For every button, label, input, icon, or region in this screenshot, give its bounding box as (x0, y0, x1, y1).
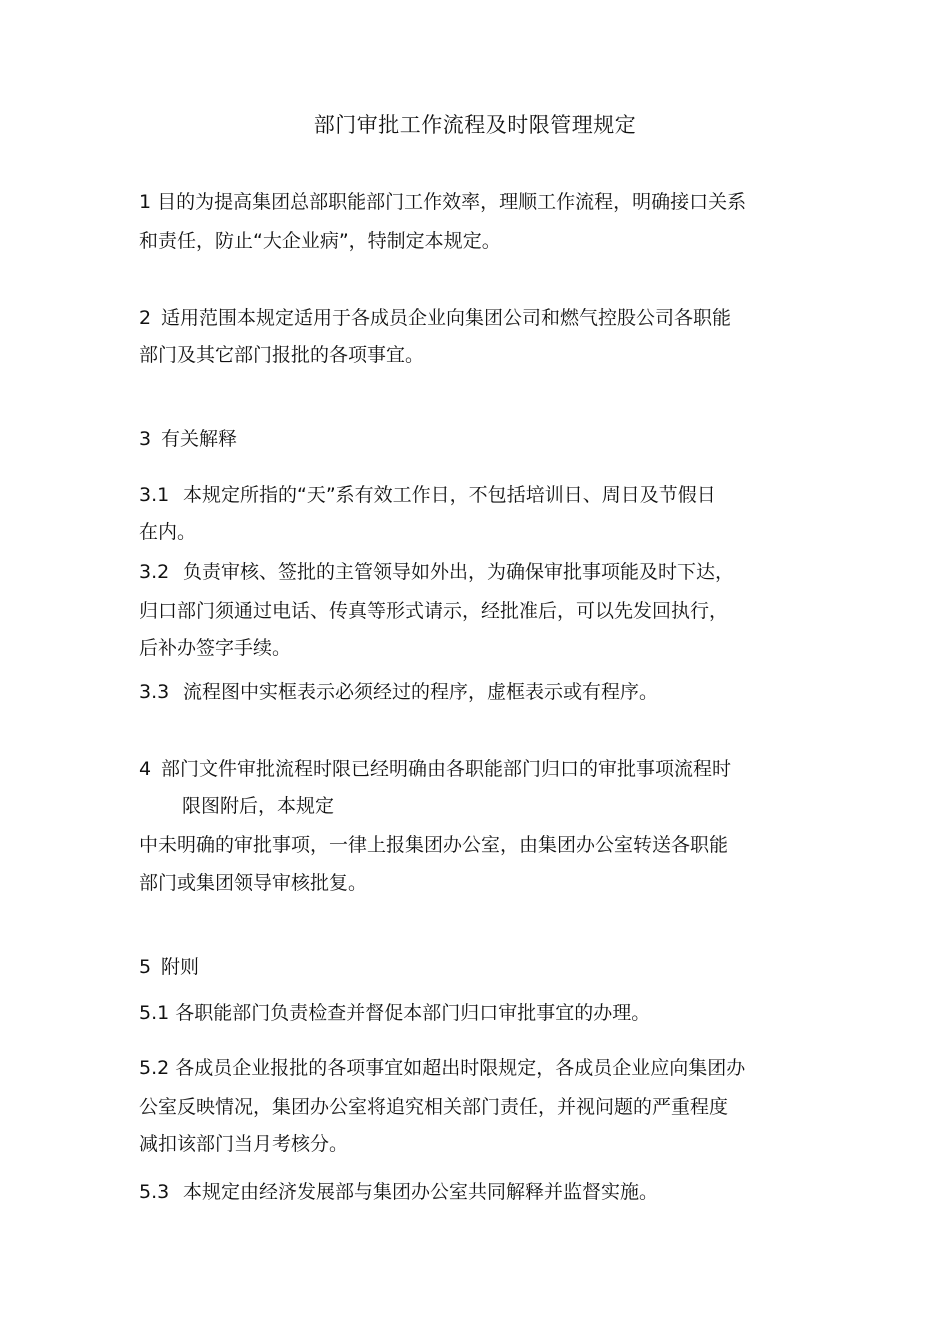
section-1-line-2: 和责任，防止“大企业病”，特制定本规定。 (139, 230, 501, 252)
clause-3-3-number: 3.3 (139, 681, 170, 703)
clause-3-2-text-1: 负责审核、签批的主管领导如外出，为确保审批事项能及时下达， (183, 561, 735, 583)
section-4-line-2: 限图附后，本规定 (182, 795, 335, 817)
clause-3-2-line-2: 归口部门须通过电话、传真等形式请示，经批准后，可以先发回执行， (139, 600, 729, 622)
section-5-heading-text: 附则 (161, 956, 200, 978)
clause-5-3-line-1 (139, 1177, 829, 1207)
section-2-text-1: 适用范围本规定适用于各成员企业向集团公司和燃气控股公司各职能 (161, 307, 732, 329)
clause-3-2-line-3: 后补办签字手续。 (139, 637, 292, 659)
clause-5-1-line-1: 5.1 各职能部门负责检查并督促本部门归口审批事宜的办理。 (139, 1002, 651, 1024)
document-title: 部门审批工作流程及时限管理规定 (313, 113, 637, 137)
section-2-number: 2 (139, 307, 152, 329)
section-4-number: 4 (139, 758, 152, 780)
clause-3-3-line-1 (139, 677, 829, 707)
clause-5-2-line-1: 5.2 各成员企业报批的各项事宜如超出时限规定，各成员企业应向集团办 (139, 1057, 746, 1079)
section-5-heading (139, 952, 829, 982)
clause-3-1-number: 3.1 (139, 484, 170, 506)
clause-3-1-line-2: 在内。 (139, 521, 197, 543)
section-3-number: 3 (139, 428, 152, 450)
section-5-number: 5 (139, 956, 152, 978)
section-2-line-2: 部门及其它部门报批的各项事宜。 (139, 344, 425, 366)
section-4-line-4: 部门或集团领导审核批复。 (139, 872, 368, 894)
clause-5-2-line-2: 公室反映情况，集团办公室将追究相关部门责任，并视问题的严重程度 (139, 1096, 729, 1118)
section-4-line-3: 中未明确的审批事项，一律上报集团办公室，由集团办公室转送各职能 (139, 834, 729, 856)
clause-3-2-line-1 (139, 557, 829, 587)
section-3-heading-text: 有关解释 (161, 428, 238, 450)
clause-5-3-text-1: 本规定由经济发展部与集团办公室共同解释并监督实施。 (183, 1181, 659, 1203)
section-2-line-1 (139, 303, 829, 333)
section-4-text-1: 部门文件审批流程时限已经明确由各职能部门归口的审批事项流程时 (161, 758, 732, 780)
clause-3-3-text-1: 流程图中实框表示必须经过的程序，虚框表示或有程序。 (183, 681, 659, 703)
clause-5-3-number: 5.3 (139, 1181, 170, 1203)
clause-5-2-line-3: 减扣该部门当月考核分。 (139, 1133, 349, 1155)
clause-3-1-text-1: 本规定所指的“天”系有效工作日，不包括培训日、周日及节假日 (183, 484, 716, 506)
section-4-line-1 (139, 754, 829, 784)
section-3-heading (139, 424, 829, 454)
section-1-line-1: 1 目的为提高集团总部职能部门工作效率，理顺工作流程，明确接口关系 (139, 191, 747, 213)
clause-3-2-number: 3.2 (139, 561, 170, 583)
clause-3-1-line-1 (139, 480, 829, 510)
